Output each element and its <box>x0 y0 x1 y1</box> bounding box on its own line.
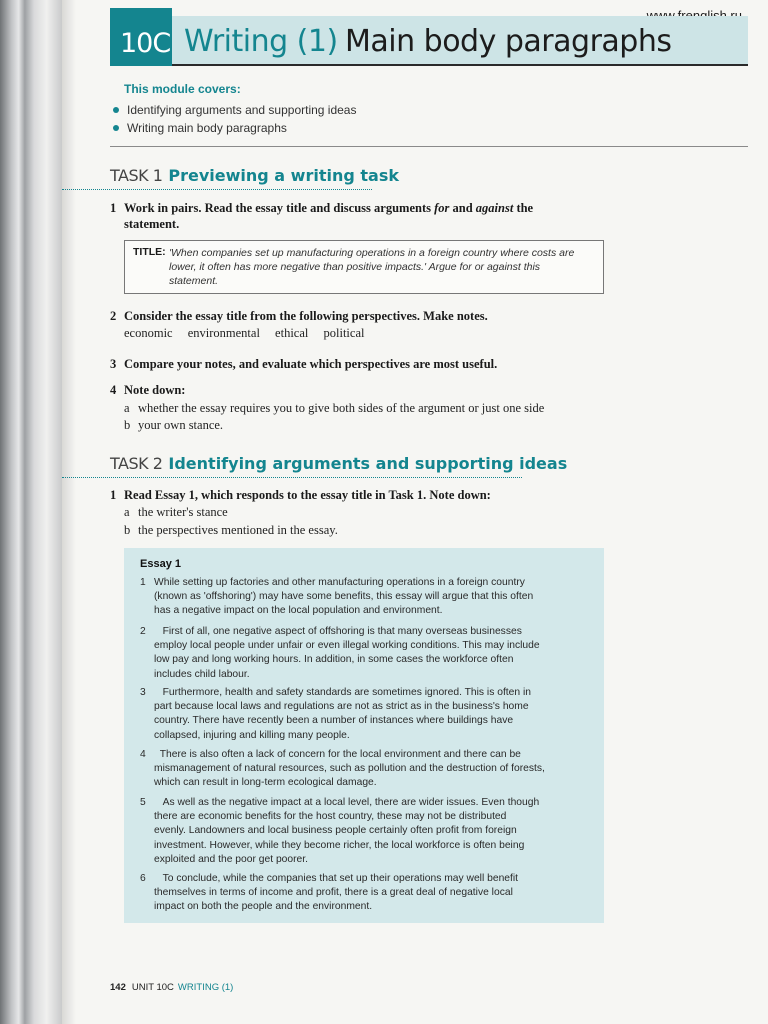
perspective-list <box>124 326 376 341</box>
task1-heading <box>110 166 399 186</box>
task1-question-3: 3 Compare your notes, and evaluate which perspectives are most useful. <box>110 357 498 371</box>
task2-question-1: 1 Read Essay 1, which responds to the essay title in Task 1. Note down: <box>110 488 491 502</box>
task2-q1-item-a: a the writer's stance <box>124 505 228 519</box>
footer-unit: UNIT 10C <box>131 982 174 993</box>
bullet-icon <box>113 107 119 113</box>
divider <box>110 146 748 147</box>
essay-paragraph-3: 3 Furthermore, health and safety standards are sometimes ignored. This is often in part because local laws and regulations are not as strict as in the business's home country. There have recently been a number of instances where buildings have collapsed, injuring and killing many people. <box>140 687 531 741</box>
essay-title: Essay 1 <box>140 558 181 570</box>
module-item: Writing main body paragraphs <box>110 119 356 137</box>
unit-code: 10C <box>120 28 171 59</box>
task2-dotted-rule <box>62 477 522 478</box>
task1-number: TASK 1 <box>110 166 163 185</box>
module-heading: This module covers: <box>124 82 241 96</box>
task1-question-4: 4 Note down: <box>110 383 186 397</box>
essay-paragraph-6: 6 To conclude, while the companies that set up their operations may well benefit themselves in terms of income and profit, there is a great deal of negative local impact on both the people and the environment. <box>140 873 519 913</box>
bullet-icon <box>113 125 119 131</box>
page-footer <box>110 982 233 993</box>
task1-dotted-rule <box>62 189 372 190</box>
task1-title: Previewing a writing task <box>168 166 399 185</box>
task2-number: TASK 2 <box>110 454 163 473</box>
task1-question-1: 1 Work in pairs. Read the essay title and discuss arguments for and against the statement. <box>110 201 534 231</box>
perspective-item: ethical <box>275 326 309 340</box>
essay-title-box <box>124 240 604 294</box>
essay-paragraph-4: 4 There is also often a lack of concern for the local environment and there can be mismanagement of natural resources, such as pollution and the destruction of forests, which can result in long-term ecological damage. <box>140 749 545 789</box>
task2-q1-item-b: b the perspectives mentioned in the essay. <box>124 523 338 537</box>
title-text: 'When companies set up manufacturing operations in a foreign country where costs are lower, it often has more negative than positive impacts.' Argue for or against this statement. <box>169 247 575 287</box>
page-number: 142 <box>110 982 126 993</box>
task2-title: Identifying arguments and supporting ideas <box>168 454 568 473</box>
footer-section: WRITING (1) <box>177 982 234 993</box>
title-label: TITLE: <box>133 246 166 258</box>
page-subtitle: Main body paragraphs <box>345 24 672 59</box>
perspective-item: economic <box>124 326 173 340</box>
page-title: Writing (1) <box>184 24 338 59</box>
perspective-item: environmental <box>187 326 260 340</box>
task1-q4-item-b: b your own stance. <box>124 418 224 432</box>
task2-heading <box>110 454 567 474</box>
book-binding <box>0 0 62 1024</box>
essay-paragraph-1: 1 While setting up factories and other manufacturing operations in a foreign country (known as 'offshoring') may have some benefits, this essay will argue that this often has a negative impact on the local population and environment. <box>140 577 534 617</box>
task1-question-2: 2 Consider the essay title from the following perspectives. Make notes. <box>110 309 488 323</box>
essay-paragraph-2: 2 First of all, one negative aspect of offshoring is that many overseas businesses employ local people under unfair or even illegal working conditions. This may include low pay and long working hours. In addition, in some cases the workforce often includes child labour. <box>140 626 540 680</box>
module-item: Identifying arguments and supporting ideas <box>110 101 356 119</box>
module-list <box>110 101 356 137</box>
essay-paragraph-5: 5 As well as the negative impact at a local level, there are wider issues. Even though there are economic benefits for the host country, these may not be distributed evenly. Landowners and local business people certainly often profit from foreign investment. However, while they become richer, the local workforce is often being exploited and the poor get poorer. <box>140 797 540 865</box>
perspective-item: political <box>323 326 365 340</box>
page-gutter-shadow <box>62 0 76 1024</box>
task1-q4-item-a: a whether the essay requires you to give both sides of the argument or just one side <box>124 401 545 415</box>
